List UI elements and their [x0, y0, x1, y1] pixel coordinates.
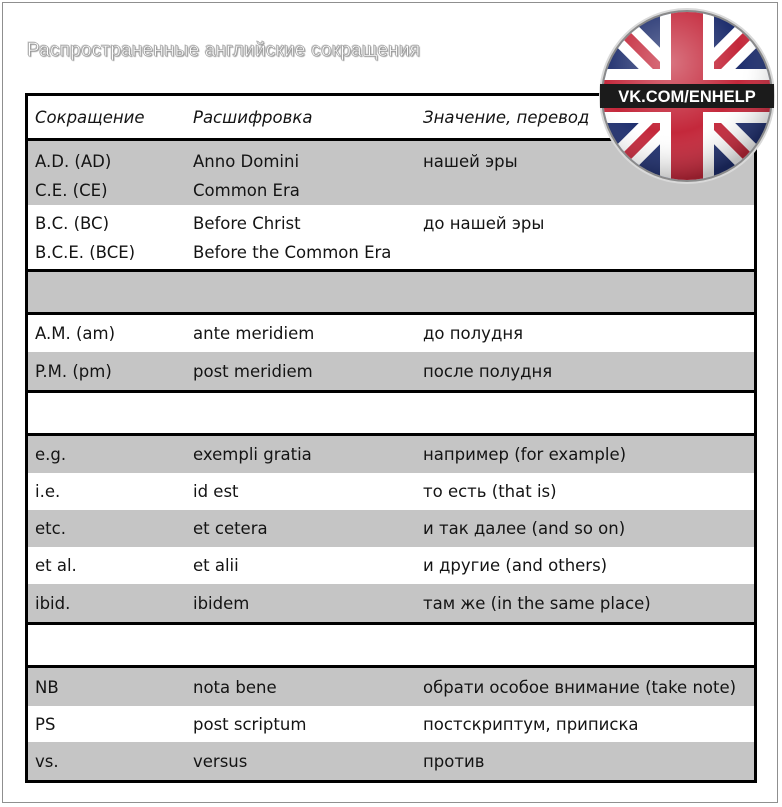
abbr-cell: P.M. (pm) — [35, 361, 112, 381]
empty-row — [28, 625, 754, 665]
abbr-cell: C.E. (CE) — [35, 181, 108, 200]
meaning-cell: после полудня — [423, 361, 553, 381]
table-row — [28, 352, 754, 390]
abbr-cell: A.M. (am) — [35, 324, 116, 343]
meaning-cell: и так далее (and so on) — [423, 519, 626, 538]
expansion-cell: et alii — [193, 556, 239, 575]
meaning-cell: до нашей эры — [423, 214, 545, 233]
expansion-cell: versus — [193, 751, 248, 771]
latin-block — [25, 433, 757, 625]
expansion-cell: ibidem — [193, 593, 250, 613]
expansion-cell: post scriptum — [193, 714, 307, 734]
meaning-cell: и другие (and others) — [423, 556, 608, 575]
table-row — [28, 510, 754, 547]
abbr-cell: PS — [35, 714, 56, 734]
expansion-cell: nota bene — [193, 677, 277, 697]
table-row — [28, 205, 754, 269]
abbr-cell: B.C. (BC) — [35, 214, 110, 233]
expansion-cell: et cetera — [193, 519, 268, 538]
meaning-cell: обрати особое внимание (take note) — [423, 677, 737, 697]
empty-row — [28, 272, 754, 312]
abbr-cell: NB — [35, 677, 59, 697]
header-meaning: Значение, перевод — [423, 107, 590, 127]
separator-block — [25, 390, 757, 436]
expansion-cell: Before the Common Era — [193, 243, 392, 262]
expansion-cell: ante meridiem — [193, 324, 315, 343]
meaning-cell: например (for example) — [423, 445, 627, 464]
expansion-cell: id est — [193, 482, 239, 501]
abbr-cell: i.e. — [35, 482, 61, 501]
separator-block — [25, 269, 757, 315]
table-row — [28, 473, 754, 510]
expansion-cell: Anno Domini — [193, 152, 300, 171]
expansion-cell: post meridiem — [193, 361, 313, 381]
abbr-cell: vs. — [35, 751, 59, 771]
logo-text: VK.COM/ENHELP — [618, 88, 756, 106]
table-row — [28, 706, 754, 742]
meaning-cell: то есть (that is) — [423, 482, 557, 501]
abbr-cell: ibid. — [35, 593, 71, 613]
table-row — [28, 315, 754, 352]
header-abbr: Сокращение — [35, 107, 145, 127]
abbr-cell: etc. — [35, 519, 66, 538]
union-jack-logo — [598, 7, 776, 185]
notes-block — [25, 665, 757, 783]
empty-row — [28, 393, 754, 433]
table-row — [28, 547, 754, 584]
abbr-cell: B.C.E. (BCE) — [35, 243, 136, 262]
expansion-cell: Common Era — [193, 181, 300, 200]
meaning-cell: постскриптум, приписка — [423, 714, 639, 734]
separator-block — [25, 622, 757, 668]
abbr-cell: A.D. (AD) — [35, 152, 112, 171]
table-row — [28, 668, 754, 706]
expansion-cell: Before Christ — [193, 214, 301, 233]
abbreviations-table — [25, 93, 757, 780]
abbr-cell: et al. — [35, 556, 77, 575]
abbr-cell: e.g. — [35, 445, 67, 464]
table-row — [28, 436, 754, 473]
meaning-cell: до полудня — [423, 324, 524, 343]
meaning-cell: нашей эры — [423, 152, 518, 171]
time-block — [25, 312, 757, 393]
meaning-cell: там же (in the same place) — [423, 593, 651, 613]
header-expansion: Расшифровка — [193, 107, 313, 127]
meaning-cell: против — [423, 751, 485, 771]
expansion-cell: exempli gratia — [193, 445, 312, 464]
table-row — [28, 584, 754, 622]
page-title: Распространенные английские сокращения — [27, 40, 421, 61]
table-row — [28, 742, 754, 780]
